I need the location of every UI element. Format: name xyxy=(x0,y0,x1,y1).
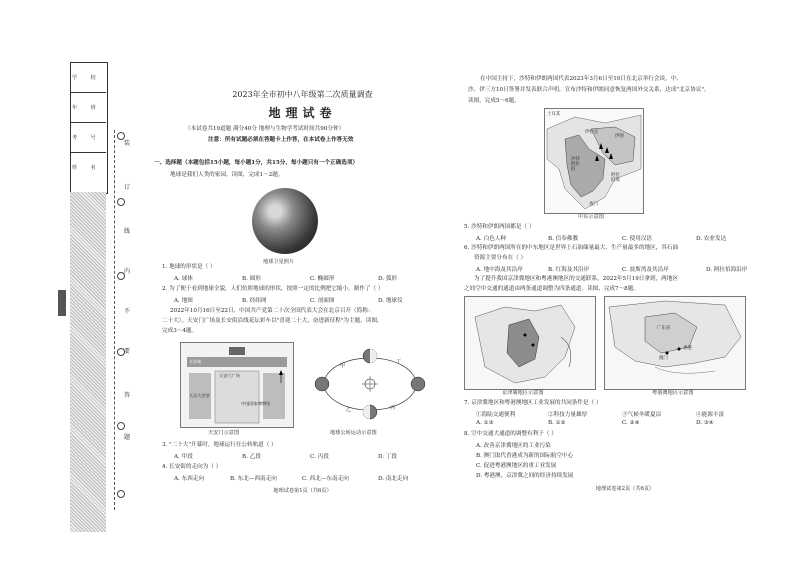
gba-caption: 粤港澳地区示意图 xyxy=(652,390,694,396)
intro-q5-6-line1: 在中国主持下，沙特和伊朗两国代表2023年3月6日至10日在北京举行会谈。中、 xyxy=(480,76,682,82)
orbit-label-ding: 丁 xyxy=(396,359,402,365)
q1-stem: 1. 地球的形状是（ ） xyxy=(162,264,216,270)
section-heading: 一、选择题（本题包括15小题，每小题1分，共15分，每小题只有一个正确选项） xyxy=(154,160,359,166)
q5-option-a: A. 白色人种 xyxy=(476,236,506,242)
q3-option-d: D. 丁段 xyxy=(378,454,398,460)
q1-option-a: A. 球体 xyxy=(174,276,193,282)
q7-stem: 7. 京津冀地区和粤港澳地区工业发展的共同条件是（ ） xyxy=(464,400,602,406)
seal-char: 线 xyxy=(124,228,131,235)
q7-item-4: ④能源丰富 xyxy=(696,412,724,418)
q3-option-c: C. 丙段 xyxy=(310,454,329,460)
middle-east-map xyxy=(544,108,644,214)
orbit-diagram xyxy=(310,338,430,430)
label-saudi-arabia: 沙特阿拉伯 xyxy=(571,157,580,172)
right-page xyxy=(462,0,788,561)
jingjinji-caption: 京津冀地区示意图 xyxy=(502,390,544,396)
q4-option-b: B. 东北—西南走向 xyxy=(230,476,277,482)
q2-option-b: B. 经纬网 xyxy=(242,298,267,304)
exam-notice: 注意：所有试题必须在答题卡上作答，在本试卷上作答无效 xyxy=(208,137,354,143)
q5-stem: 5. 沙特和伊朗两国都是（ ） xyxy=(464,224,535,230)
label-turkey: 土耳其 xyxy=(547,112,561,117)
seal-char: 内 xyxy=(124,268,131,275)
field-class: 年 班 xyxy=(72,105,102,111)
q8-option-a: A. 改善京津冀地区的工业污染 xyxy=(476,443,551,449)
q6-option-c: C. 波斯湾及其沿岸 xyxy=(622,267,669,273)
exam-meta: （本试卷共19道题 满分40分 地理与生物学考试时间共90分钟） xyxy=(185,126,345,132)
tiananmen-caption: 天安门示意图 xyxy=(208,430,240,436)
q3-option-a: A. 甲段 xyxy=(174,454,193,460)
field-name: 姓 名 xyxy=(72,165,102,171)
earth-photo xyxy=(252,188,318,254)
intro-q7-8-line2: 之间空中交通的通道由两条通道调整为四条通道。读图，完成7～8题。 xyxy=(464,286,639,292)
gba-map xyxy=(604,296,746,390)
earth-caption: 地球卫星照片 xyxy=(263,259,295,265)
label-great-hall: 人民大会堂 xyxy=(189,393,210,398)
hatched-strip xyxy=(70,192,106,532)
orbit-label-yi: 乙 xyxy=(346,407,352,413)
label-hong-kong: 香港 xyxy=(683,346,692,351)
intro-q1-2: 地球是我们人类的家园。读图，完成1～2题。 xyxy=(170,172,284,178)
q7-option-d: D. ③④ xyxy=(696,420,714,426)
seal-char: 订 xyxy=(124,184,131,191)
page-footer-1: 地理试卷第1页（共6页） xyxy=(273,488,332,494)
q7-option-a: A. ①③ xyxy=(476,420,494,426)
q6-option-d: D. 阿拉伯海沿岸 xyxy=(706,267,748,273)
intro-q3-4-line2: 二十大）。天安门广场及长安街沿线花坛彩车以"喜迎二十大，奋进新征程"为主题。读图， xyxy=(162,318,383,324)
q7-option-b: B. ①② xyxy=(548,420,566,426)
tiananmen-map xyxy=(180,342,294,428)
label-iran: 伊朗 xyxy=(615,134,624,139)
seal-char: 不 xyxy=(124,308,131,315)
intro-q5-6-line2: 沙、伊三方10日签署并发表联合声明，宣布沙特和伊朗同意恢复两国外交关系，达成"北京协议"。 xyxy=(468,87,710,93)
exam-header: 2023年全市初中八年级第二次质量调查 xyxy=(232,90,373,99)
student-info-box xyxy=(70,62,108,194)
intro-q3-4-line1: 2022年10月16日至22日，中国共产党第二十次全国代表大会在北京召开（简称： xyxy=(170,308,374,314)
q3-stem: 3. "二十大"开幕时，地球运行在公转轨道（ ） xyxy=(162,442,277,448)
middle-east-caption: 中东示意图 xyxy=(578,214,604,220)
q6-stem-line2: 资源主要分布在（ ） xyxy=(474,255,527,261)
q4-option-a: A. 东西走向 xyxy=(174,476,204,482)
q7-option-c: C. ②④ xyxy=(622,420,640,426)
intro-q5-6-line3: 读图，完成5～6题。 xyxy=(468,98,520,104)
label-tiananmen-square: 天安门广场 xyxy=(219,373,240,378)
q7-item-2: ②科技力量雄厚 xyxy=(548,412,588,418)
left-page xyxy=(150,0,455,561)
q4-stem: 4. 长安街的走向为（ ） xyxy=(162,464,222,470)
q6-option-a: A. 地中海及其沿岸 xyxy=(476,267,523,273)
q4-option-c: C. 西北—东南走向 xyxy=(302,476,349,482)
field-exam-number: 考 号 xyxy=(72,135,102,141)
orbit-label-bing: 丙 xyxy=(390,405,396,411)
intro-q3-4-line3: 完成3～4题。 xyxy=(162,328,198,334)
cut-line xyxy=(114,130,115,510)
q4-option-d: D. 南北走向 xyxy=(378,476,409,482)
q7-item-1: ①海陆交通便利 xyxy=(476,412,516,418)
label-national-museum: 中国国家博物馆 xyxy=(241,401,271,406)
q8-option-c: C. 促进粤港澳地区的重工业发展 xyxy=(476,463,557,469)
intro-q7-8-line1: 为了提升我国京津冀地区和粤港澳地区的交通联系，2022年5月19日拿到，两地区 xyxy=(474,276,678,282)
q8-option-d: D. 粤港澳、京津冀之间的经济持续发展 xyxy=(476,473,574,479)
q2-option-d: D. 地球仪 xyxy=(378,298,403,304)
binding-margin xyxy=(0,0,150,561)
orbit-caption: 地球公转运动示意图 xyxy=(330,430,377,436)
q8-option-b: B. 澳门取代香港成为新的国际航空中心 xyxy=(476,453,574,459)
q1-option-d: D. 弧形 xyxy=(378,276,398,282)
q7-item-3: ③气候冬暖夏凉 xyxy=(622,412,662,418)
label-macao: 澳门 xyxy=(659,356,668,361)
q2-stem: 2. 为了便于看到地球全貌，人们仿照地球的形状，按照一定的比例把它缩小，制作了（ ） xyxy=(162,286,384,292)
label-guangdong: 广东省 xyxy=(657,326,671,331)
page-footer-2: 地理试卷第2页（共6页） xyxy=(595,486,655,492)
q2-option-a: A. 地图 xyxy=(174,298,193,304)
seal-char: 题 xyxy=(124,434,131,441)
q2-option-c: C. 剖面图 xyxy=(310,298,335,304)
field-school: 学 校 xyxy=(72,75,102,81)
exam-title: 地理试卷 xyxy=(268,106,337,120)
orbit-label-jia: 甲 xyxy=(340,363,346,369)
q6-option-b: B. 红海及其沿岸 xyxy=(548,267,590,273)
label-iraq: 伊拉克 xyxy=(585,130,599,135)
q8-stem: 8. 空中交通大通道的调整有利于（ ） xyxy=(464,431,557,437)
seal-char: 装 xyxy=(124,140,131,147)
label-yemen: 也门 xyxy=(589,202,598,207)
jingjinji-map xyxy=(464,296,596,390)
q5-option-b: B. 信奉佛教 xyxy=(548,236,579,242)
binding-tab xyxy=(58,290,66,316)
seal-char: 答 xyxy=(124,392,131,399)
q1-option-b: B. 圆形 xyxy=(242,276,261,282)
seal-char: 要 xyxy=(124,348,131,355)
label-changan-avenue: 长安街 xyxy=(189,359,202,364)
q1-option-c: C. 椭圆形 xyxy=(310,276,335,282)
q3-option-b: B. 乙段 xyxy=(242,454,261,460)
label-arabian-sea: 阿拉伯海 xyxy=(611,173,620,183)
q5-option-d: D. 农业发达 xyxy=(696,236,727,242)
q6-stem-line1: 6. 沙特和伊朗两国所在的中东地区是世界上石油储量最大、生产量最多的地区，其石油 xyxy=(464,245,679,251)
q5-option-c: C. 使用汉语 xyxy=(622,236,653,242)
